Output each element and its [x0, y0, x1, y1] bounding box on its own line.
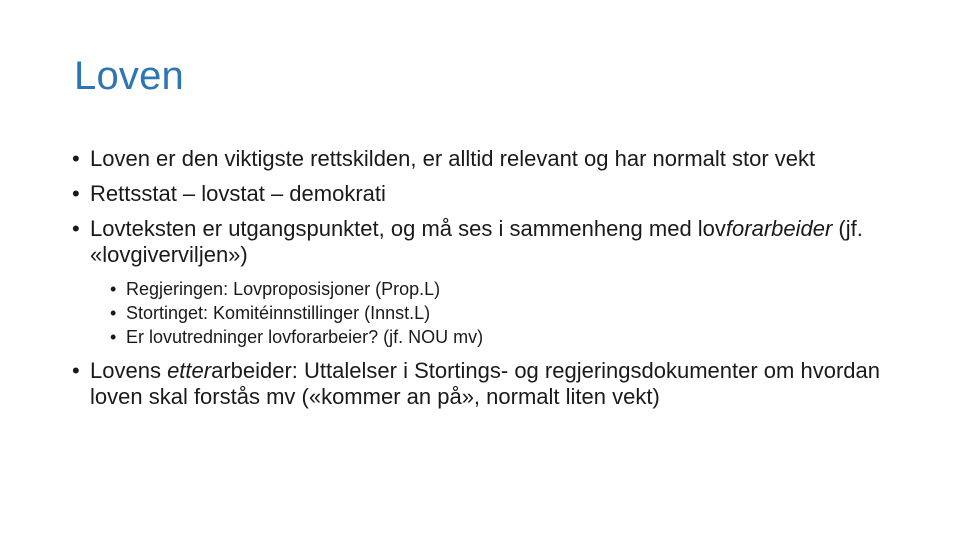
bullet-text-pre: Lovens — [90, 358, 168, 383]
sub-bullet-item — [110, 277, 902, 301]
bullet-text-pre: Lovteksten er utgangspunktet, og må ses i sammenheng med lov — [90, 216, 726, 241]
bullet-item — [72, 146, 902, 172]
bullet-text-post: (jf. «lovgiverviljen») — [90, 216, 863, 267]
bullet-text: Rettsstat – lovstat – demokrati — [90, 181, 386, 206]
slide-body — [72, 146, 902, 419]
sub-bullet-item — [110, 301, 902, 325]
bullet-item — [72, 181, 902, 207]
bullet-text-post: arbeider: Uttalelser i Stortings- og regjeringsdokumenter om hvordan loven skal forstås mv («kommer an på», normalt liten vekt) — [90, 358, 880, 409]
sub-bullet-text: Er lovutredninger lovforarbeier? (jf. NOU mv) — [126, 327, 484, 347]
bullet-item — [72, 358, 902, 410]
sub-bullet-list — [110, 277, 902, 349]
slide-title: Loven — [74, 54, 184, 98]
bullet-item — [72, 216, 902, 349]
bullet-list — [72, 146, 902, 410]
bullet-text-emphasis: forarbeider — [725, 216, 833, 241]
bullet-text-emphasis: etter — [167, 358, 212, 383]
sub-bullet-text: Regjeringen: Lovproposisjoner (Prop.L) — [126, 279, 441, 299]
bullet-text: Loven er den viktigste rettskilden, er alltid relevant og har normalt stor vekt — [90, 146, 816, 171]
sub-bullet-text: Stortinget: Komitéinnstillinger (Innst.L) — [126, 303, 431, 323]
sub-bullet-item — [110, 325, 902, 349]
